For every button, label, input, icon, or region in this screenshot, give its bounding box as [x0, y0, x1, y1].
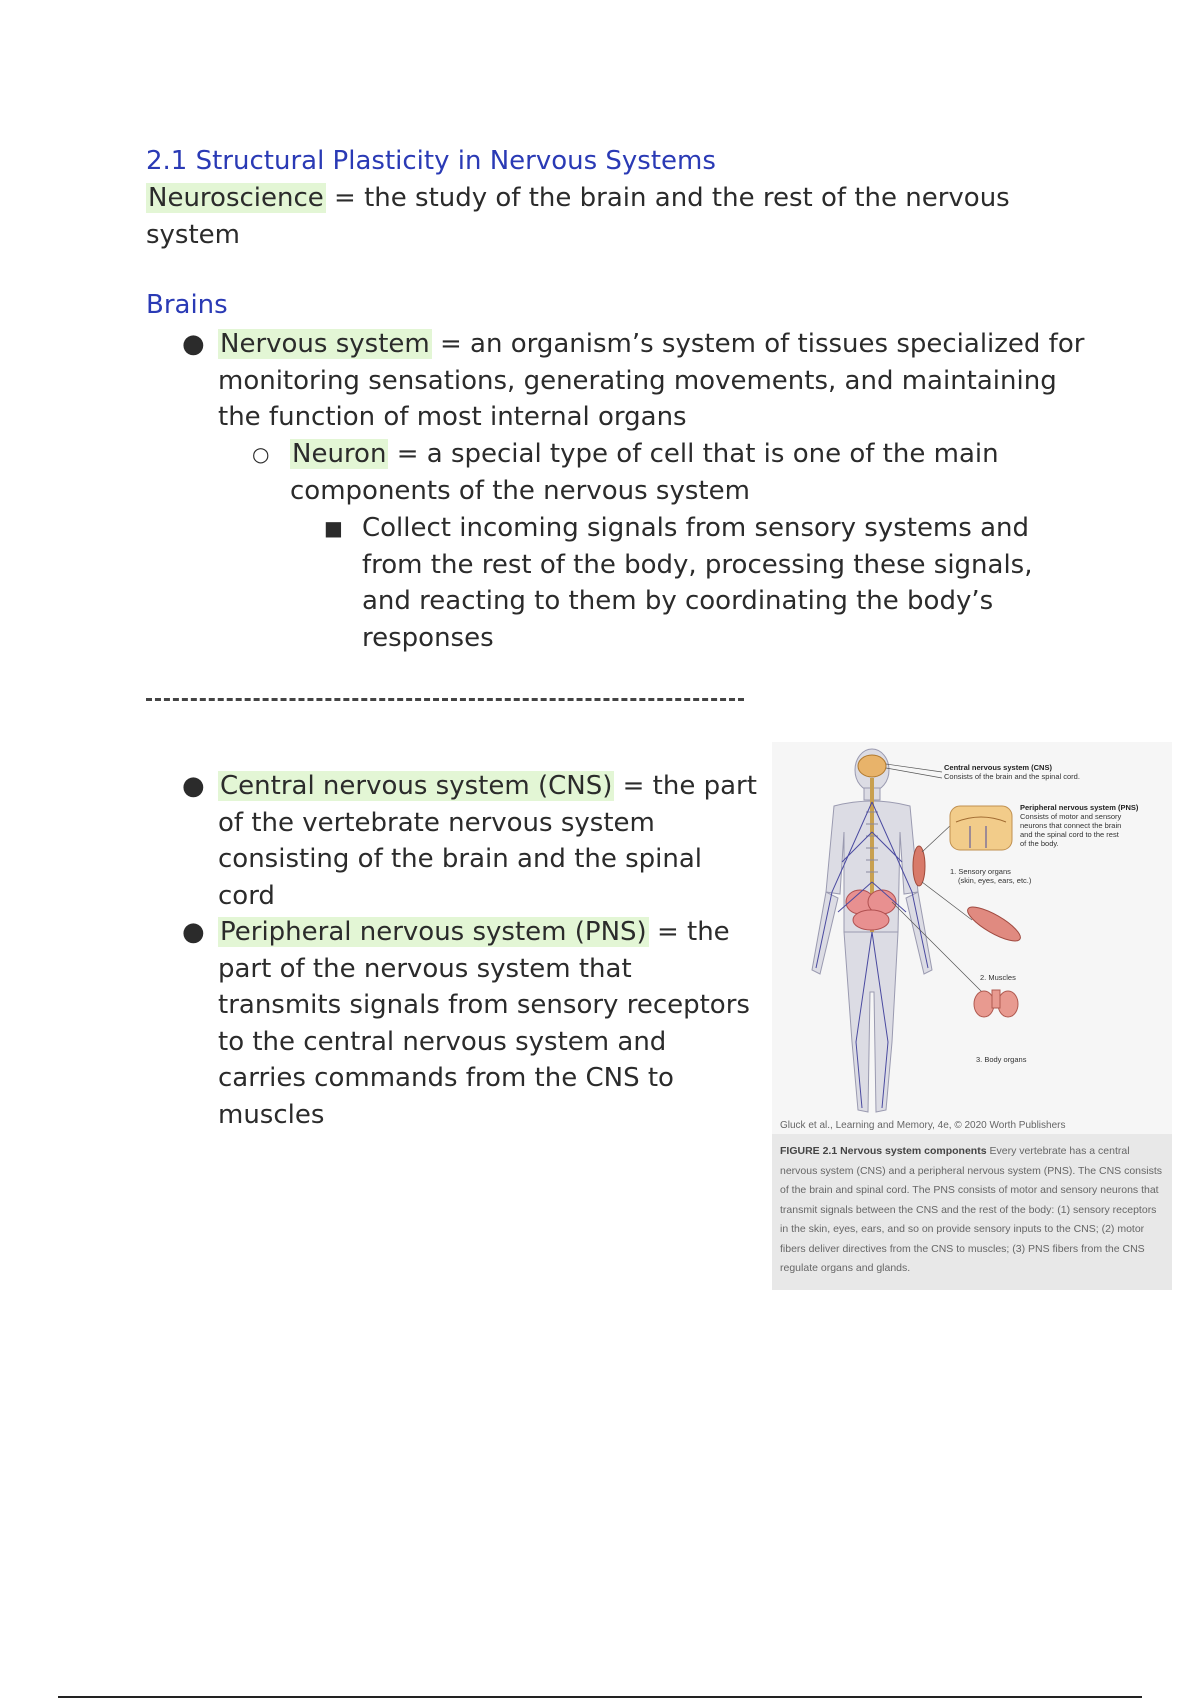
label-cns-title: Central nervous system (CNS)	[944, 763, 1052, 772]
label-muscles: 2. Muscles	[980, 973, 1016, 982]
cns-definition: = the part of the vertebrate nervous system consisting of the brain and the spinal cord	[218, 771, 757, 911]
term-neuron: Neuron	[292, 439, 387, 469]
term-cns: Central nervous system (CNS)	[220, 771, 613, 801]
term-nervous-system: Nervous system	[220, 329, 430, 359]
neuron-detail-text: Collect incoming signals from sensory systems and from the rest of the body, processing these signals, and reacting to them by coordinating the body’s responses	[362, 513, 1033, 653]
nervous-system-illustration	[772, 742, 1172, 1134]
section-divider	[146, 698, 744, 701]
list-item-cns	[182, 768, 758, 914]
label-pns-desc-4: of the body.	[1020, 839, 1059, 848]
list-item-nervous-system	[182, 326, 1098, 436]
term-neuroscience: Neuroscience	[148, 183, 324, 213]
label-pns-desc-2: neurons that connect the brain	[1020, 821, 1122, 830]
list-item-neuron-detail	[324, 510, 1062, 656]
neuron-definition: = a special type of cell that is one of the main components of the nervous system	[290, 439, 999, 506]
label-cns-desc: Consists of the brain and the spinal cord.	[944, 772, 1080, 781]
bullet-icon: ●	[182, 917, 205, 947]
figure-credit: Gluck et al., Learning and Memory, 4e, © 2020 Worth Publishers	[780, 1120, 1066, 1131]
label-pns-title: Peripheral nervous system (PNS)	[1020, 803, 1139, 812]
label-pns-desc-3: and the spinal cord to the rest	[1020, 830, 1119, 839]
bullet-icon: ●	[182, 329, 205, 359]
muscle-inset-illustration	[964, 901, 1025, 947]
hollow-bullet-icon: ○	[252, 442, 270, 466]
list-item-neuron	[252, 436, 1060, 509]
figure-caption-title: FIGURE 2.1 Nervous system components	[780, 1145, 987, 1157]
label-pns-desc-1: Consists of motor and sensory	[1020, 812, 1122, 821]
skin-inset-illustration	[950, 806, 1012, 850]
square-bullet-icon: ■	[324, 516, 343, 540]
figure-caption	[780, 1142, 1164, 1279]
brains-subheading: Brains	[146, 290, 228, 320]
term-pns: Peripheral nervous system (PNS)	[220, 917, 647, 947]
bullet-icon: ●	[182, 771, 205, 801]
section-heading: 2.1 Structural Plasticity in Nervous Systems	[146, 146, 716, 176]
pns-definition: = the part of the nervous system that transmits signals from sensory receptors to the central nervous system and carries commands from the CNS to muscles	[218, 917, 750, 1130]
page-bottom-rule	[58, 1696, 1142, 1698]
neuroscience-definition-text: = the study of the brain and the rest of the nervous system	[146, 183, 1010, 250]
list-item-pns	[182, 914, 758, 1133]
brain-illustration	[858, 755, 886, 777]
label-sensory-1: 1. Sensory organs	[950, 867, 1011, 876]
nervous-system-definition: = an organism’s system of tissues specialized for monitoring sensations, generating movements, and maintaining the function of most internal organs	[218, 329, 1085, 432]
neuroscience-definition	[146, 180, 1046, 254]
label-body-organs: 3. Body organs	[976, 1055, 1027, 1064]
label-sensory-2: (skin, eyes, ears, etc.)	[958, 876, 1032, 885]
figure-caption-text: Every vertebrate has a central nervous system (CNS) and a peripheral nervous system (PNS). The CNS consists of the brain and spinal cord. The PNS consists of motor and sensory neurons that transmit signals between the CNS and the rest of the body: (1) sensory receptors in the skin, eyes, ears, and so on provide sensory inputs to the CNS; (2) motor fibers deliver directives from the CNS to muscles; (3) PNS fibers from the CNS regulate organs and glands.	[780, 1145, 1163, 1274]
organ-inset-illustration	[974, 990, 1018, 1017]
